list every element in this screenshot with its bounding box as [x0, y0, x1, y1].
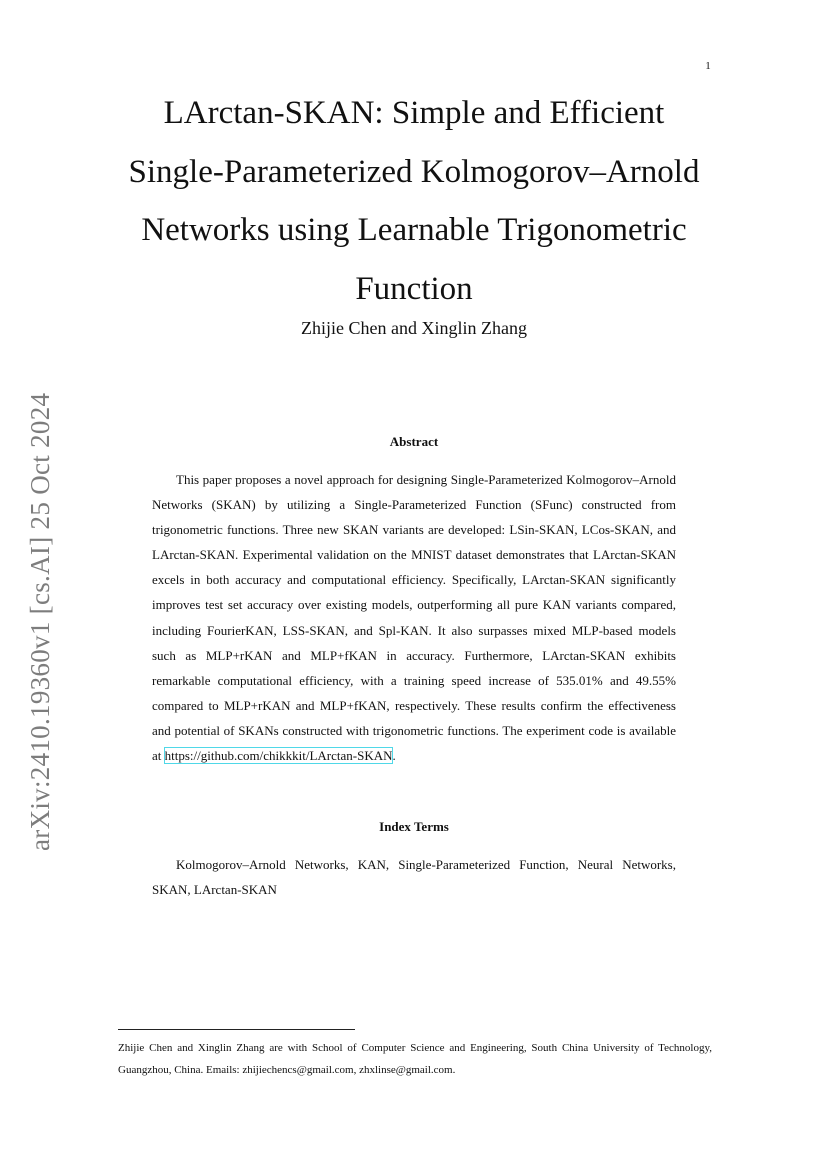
abstract-heading: Abstract	[389, 434, 439, 449]
title-line: Function	[355, 270, 473, 307]
author-list: Zhijie Chen and Xinglin Zhang	[301, 318, 527, 338]
abstract-body	[152, 467, 676, 768]
page-number: 1	[705, 60, 711, 72]
index-terms-body: Kolmogorov–Arnold Networks, KAN, Single-Parameterized Function, Neural Networks, SKAN, LArctan-SKAN	[152, 857, 676, 898]
abstract-text: This paper proposes a novel approach for designing Single-Parameterized Kolmogorov–Arnold Networks (SKAN) by utilizing a Single-Parameterized Function (SFunc) constructed from trigonometric functions. Three new SKAN variants are developed: LSin-SKAN, LCos-SKAN, and LArctan-SKAN. Experimental validation on the MNIST dataset demonstrates that LArctan-SKAN excels in both accuracy and computational efficiency. Specifically, LArctan-SKAN significantly improves test set accuracy over existing models, outperforming all pure KAN variants compared, including FourierKAN, LSS-SKAN, and Spl-KAN. It also surpasses mixed MLP-based models such as MLP+rKAN and MLP+fKAN in accuracy. Furthermore, LArctan-SKAN exhibits remarkable computational efficiency, with a training speed increase of 535.01% and 49.55% compared to MLP+rKAN and MLP+fKAN, respectively. These results confirm the effectiveness and potential of SKANs constructed with trigonometric functions. The experiment code is available at	[152, 472, 676, 764]
paper-title	[114, 84, 714, 318]
arxiv-identifier-stamp: arXiv:2410.19360v1 [cs.AI] 25 Oct 2024	[25, 392, 55, 851]
footnote-divider	[118, 1029, 355, 1030]
index-terms-heading: Index Terms	[379, 819, 449, 834]
code-repository-link[interactable]: https://github.com/chikkkit/LArctan-SKAN	[164, 748, 393, 764]
title-line: Networks using Learnable Trigonometric	[141, 212, 687, 248]
abstract-end-punctuation: .	[392, 748, 396, 764]
title-line: LArctan-SKAN: Simple and Efficient	[163, 95, 665, 131]
title-line: Single-Parameterized Kolmogorov–Arnold	[128, 153, 700, 190]
author-affiliation-footnote: Zhijie Chen and Xinglin Zhang are with School of Computer Science and Engineering, South China University of Technology, Guangzhou, China. Emails: zhijiechencs@gmail.com, zhxlinse@gmail.com.	[118, 1042, 712, 1076]
